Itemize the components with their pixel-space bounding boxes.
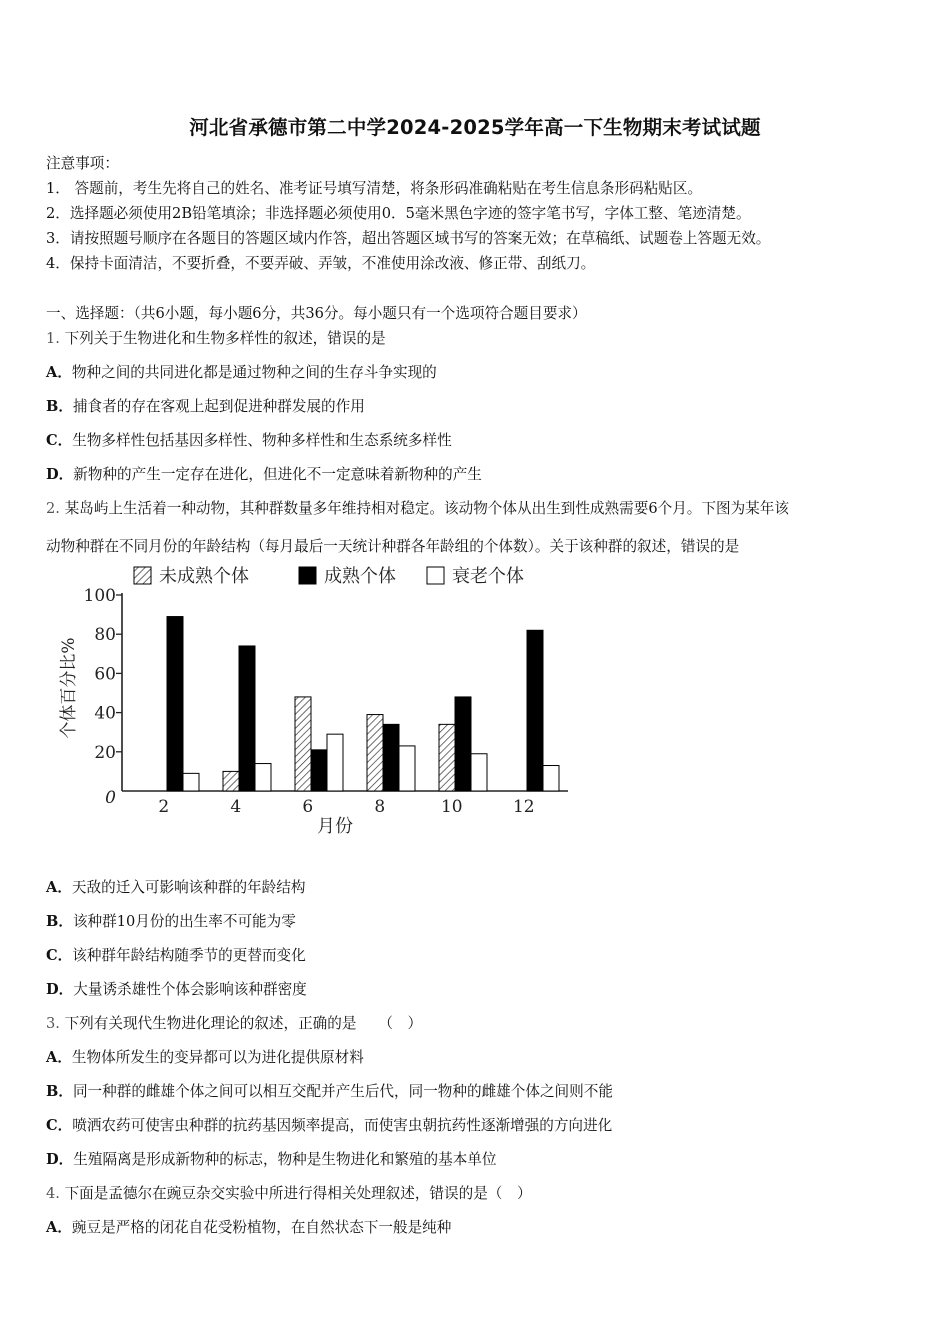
y-tick-label: 80: [94, 625, 116, 646]
legend-swatch: [299, 567, 316, 584]
option-letter: A．: [46, 364, 72, 381]
q1-option-a: [46, 361, 437, 382]
option-letter: D．: [46, 466, 74, 483]
x-tick-label: 8: [374, 797, 386, 817]
bar: [183, 773, 199, 791]
legend-label: 衰老个体: [452, 566, 524, 587]
page-title: 河北省承德市第二中学2024-2025学年高一下生物期末考试试题: [189, 116, 761, 139]
question-number: 3.: [46, 1015, 60, 1032]
bar: [527, 630, 543, 791]
q1-option-b: [46, 395, 365, 416]
y-tick-label: 40: [94, 703, 116, 724]
option-text: 生殖隔离是形成新物种的标志，物种是生物进化和繁殖的基本单位: [73, 1151, 497, 1168]
notice-item: 4．保持卡面清洁，不要折叠，不要弄破、弄皱，不准使用涂改液、修正带、刮纸刀。: [46, 255, 596, 272]
option-text: 捕食者的存在客观上起到促进种群发展的作用: [72, 398, 365, 415]
option-letter: D．: [46, 981, 74, 998]
q3-option-d: [46, 1148, 496, 1169]
option-letter: C．: [46, 432, 73, 449]
bar: [239, 646, 255, 791]
question-2-stem-cont: 动物种群在不同月份的年龄结构（每月最后一天统计种群各年龄组的个体数）。关于该种群的叙述，错误的是: [46, 538, 740, 555]
legend-label: 未成熟个体: [159, 566, 249, 587]
bar: [327, 734, 343, 791]
option-text: 喷洒农药可使害虫种群的抗药基因频率提高，而使害虫朝抗药性逐渐增强的方向进化: [72, 1117, 613, 1134]
y-tick-label: 100: [83, 586, 116, 606]
y-axis-label: 个体百分比%: [59, 637, 79, 739]
question-text: 某岛屿上生活着一种动物，其种群数量多年维持相对稳定。该动物个体从出生到性成熟需要6个月。下图为某年该: [64, 500, 789, 517]
bar: [383, 724, 399, 791]
option-text: 生物体所发生的变异都可以为进化提供原材料: [71, 1049, 364, 1066]
question-4-stem: [46, 1182, 532, 1203]
x-axis-label: 月份: [317, 816, 353, 837]
option-text: 生物多样性包括基因多样性、物种多样性和生态系统多样性: [72, 432, 452, 449]
question-2-stem: [46, 497, 789, 518]
option-text: 该种群年龄结构随季节的更替而变化: [72, 947, 306, 964]
y-tick-label: 20: [94, 742, 116, 763]
y-tick-label: 60: [94, 664, 116, 685]
question-3-stem: [46, 1012, 422, 1033]
option-letter: C．: [46, 1117, 73, 1134]
option-text: 新物种的产生一定存在进化，但进化不一定意味着新物种的产生: [73, 466, 482, 483]
bar: [167, 617, 183, 791]
bar: [455, 697, 471, 791]
notice-item: 1． 答题前，考生先将自己的姓名、准考证号填写清楚，将条形码准确粘贴在考生信息条形码粘贴区。: [46, 180, 703, 197]
question-number: 2.: [46, 500, 60, 517]
q1-option-d: [46, 463, 482, 484]
legend-swatch: [427, 567, 444, 584]
q2-option-d: [46, 978, 307, 999]
q3-option-c: [46, 1114, 612, 1135]
question-text: 下列关于生物进化和生物多样性的叙述，错误的是: [64, 330, 386, 347]
option-letter: A．: [46, 1219, 72, 1236]
q3-option-a: [46, 1046, 364, 1067]
option-letter: B．: [46, 398, 73, 415]
bar: [223, 771, 239, 791]
q3-option-b: [46, 1080, 613, 1101]
option-letter: B．: [46, 913, 73, 930]
bar: [471, 754, 487, 791]
option-text: 同一种群的雌雄个体之间可以相互交配并产生后代，同一物种的雌雄个体之间则不能: [72, 1083, 613, 1100]
x-tick-label: 12: [512, 797, 535, 817]
x-tick-label: 2: [158, 797, 170, 817]
option-text: 豌豆是严格的闭花自花受粉植物，在自然状态下一般是纯种: [71, 1219, 452, 1236]
notice-heading: 注意事项：: [46, 155, 119, 172]
x-tick-label: 6: [302, 797, 314, 817]
chart-legend: [134, 566, 524, 587]
bar: [311, 750, 327, 791]
bar: [439, 724, 455, 791]
q1-option-c: [46, 429, 452, 450]
q4-option-a: [46, 1216, 451, 1237]
bar: [399, 746, 415, 791]
section-heading: 一、选择题：（共6小题，每小题6分，共36分。每小题只有一个选项符合题目要求）: [46, 305, 587, 322]
chart-bars: [167, 617, 559, 791]
question-number: 1.: [46, 330, 60, 347]
option-letter: A．: [46, 879, 72, 896]
y-tick-label: 0: [105, 788, 116, 808]
q2-option-b: [46, 910, 296, 931]
x-tick-label: 10: [440, 797, 463, 817]
bar: [543, 766, 559, 791]
legend-swatch: [134, 567, 151, 584]
q2-option-c: [46, 944, 306, 965]
option-letter: D．: [46, 1151, 74, 1168]
option-letter: B．: [46, 1083, 73, 1100]
age-structure-bar-chart: [46, 560, 586, 850]
option-text: 该种群10月份的出生率不可能为零: [72, 913, 296, 930]
option-text: 天敌的迁入可影响该种群的年龄结构: [71, 879, 306, 896]
x-tick-label: 4: [230, 797, 242, 817]
chart-axes: [59, 586, 568, 837]
question-1-stem: [46, 327, 386, 348]
bar: [367, 715, 383, 791]
legend-label: 成熟个体: [324, 566, 396, 587]
option-text: 物种之间的共同进化都是通过物种之间的生存斗争实现的: [71, 364, 437, 381]
notice-item: 2．选择题必须使用2B铅笔填涂；非选择题必须使用0．5毫米黑色字迹的签字笔书写，字体工整、笔迹清楚。: [46, 205, 751, 222]
question-number: 4.: [46, 1185, 60, 1202]
q2-option-a: [46, 876, 305, 897]
option-text: 大量诱杀雄性个体会影响该种群密度: [73, 981, 307, 998]
option-letter: A．: [46, 1049, 72, 1066]
notice-item: 3．请按照题号顺序在各题目的答题区域内作答，超出答题区域书写的答案无效；在草稿纸、试题卷上答题无效。: [46, 230, 771, 247]
option-letter: C．: [46, 947, 73, 964]
bar: [295, 697, 311, 791]
question-text: 下列有关现代生物进化理论的叙述，正确的是 （ ）: [64, 1015, 423, 1032]
question-text: 下面是孟德尔在豌豆杂交实验中所进行得相关处理叙述，错误的是（ ）: [64, 1185, 532, 1202]
bar: [255, 764, 271, 791]
